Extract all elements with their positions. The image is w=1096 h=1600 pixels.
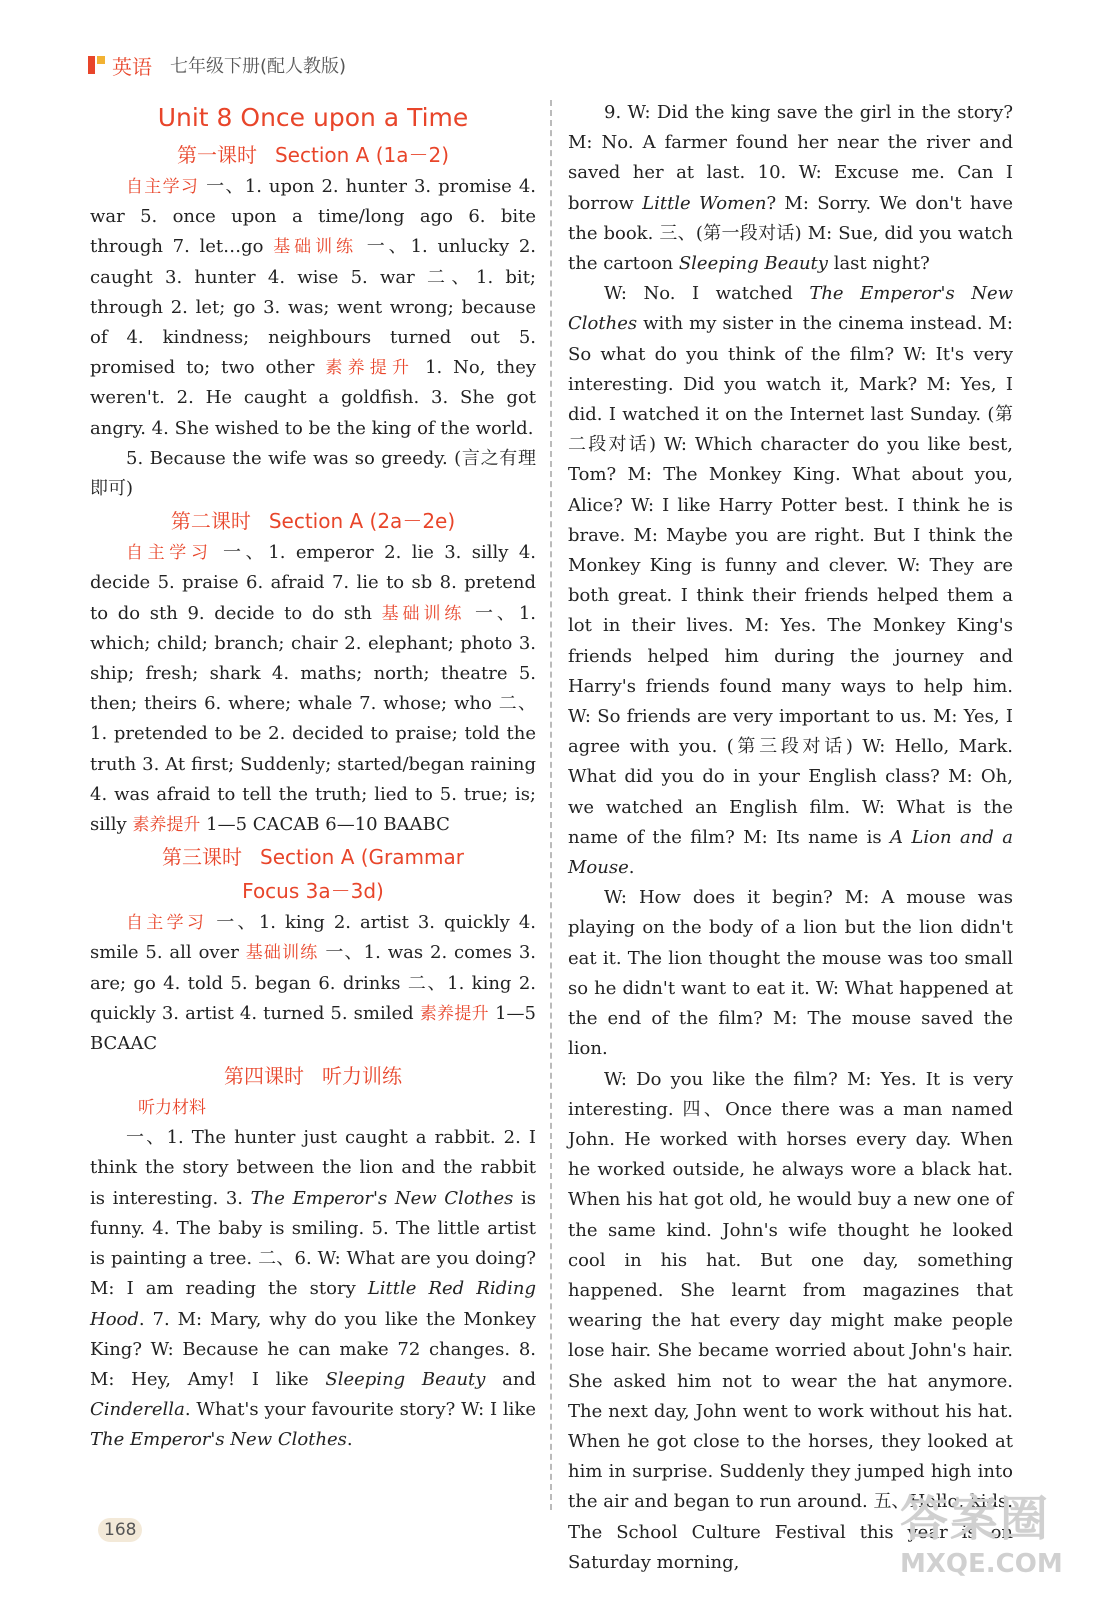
tag-self-study: 自主学习 [126, 177, 200, 197]
lesson-2-answers: 自主学习 一、1. emperor 2. lie 3. silly 4. decide 5. praise 6. afraid 7. lie to sb 8. pretend to do sth 9. decide to do sth 基础训练 一、1. which; child; branch; chair 2. elephant; photo 3. ship; fresh; shark 4. maths; north; theatre 5. then; theirs 6. where; whale 7. whose; who 二、1. pretended to be 2. decided to praise; told the truth 3. At first; Suddenly; started/began raining 4. was afraid to tell the truth; lied to 5. true; is; silly 素养提升 1—5 CACAB 6—10 BAABC [90, 542, 537, 836]
right-column [568, 98, 1013, 1578]
tag-basic-training: 基础训练 [273, 237, 358, 258]
tag-literacy: 素养提升 [325, 358, 415, 379]
right-paragraph-4: W: Do you like the film? M: Yes. It is very interesting. 四、Once there was a man named John. He worked with horses every day. When he worked outside, he always wore a black hat. When his hat got old, he would buy a new one of the same kind. John's wife thought he looked cool in his hat. But one day, something happened. She learnt from magazines that wearing the hat every day might make people lose hair. She became worried about John's hair. She asked him not to wear the hat anymore. The next day, John went to work without his hat. When he got close to the horses, they looked at him in surprise. Suddenly they jumped high into the air and began to run around. 五、Hello, kids. The School Culture Festival this year is on Saturday morning, [568, 1068, 1013, 1573]
column-divider [550, 100, 552, 1510]
tag-self-study: 自主学习 [126, 543, 213, 564]
book-logo-icon [88, 54, 108, 76]
lesson-1-answer-5: 5. Because the wife was so greedy. (言之有理即可) [90, 447, 536, 500]
watermark-logo: 答案圈 MXQE.COM [900, 1491, 1063, 1579]
right-paragraph-1: 9. W: Did the king save the girl in the story? M: No. A farmer found her near the river and saved her at last. 10. W: Excuse me. Can I borrow Little Women? M: Sorry. We don't have the book. 三、(第一段对话) M: Sue, did you watch the cartoon Sleeping Beauty last night? [568, 102, 1013, 275]
page-number: 168 [98, 1518, 142, 1542]
tag-basic-training: 基础训练 [381, 603, 466, 624]
page-header [88, 50, 346, 80]
right-paragraph-2: W: No. I watched The Emperor's New Clothes with my sister in the cinema instead. M: So what do you think of the film? W: It's very interesting. Did you watch it, Mark? M: Yes, I did. I watched it on the Internet last Sunday. (第二段对话) W: Which character do you like best, Tom? M: The Monkey King. What about you, Alice? W: I like Harry Potter best. I think he is brave. M: Maybe you are right. But I think the Monkey King is funny and clever. W: They are both great. I think their friends helped them a lot in their lives. M: Yes. The Monkey King's friends helped him during the journey and Harry's friends found many ways to help him. W: So friends are very important to us. M: Yes, I agree with you. (第三段对话) W: Hello, Mark. What did you do in your English class? M: Oh, we watched an English film. W: What is the name of the film? M: Its name is A Lion and a Mouse. [568, 283, 1013, 879]
unit-title: Unit 8 Once upon a Time [157, 103, 469, 132]
tag-basic-training: 基础训练 [245, 943, 319, 964]
subject-label: 英语 [112, 54, 152, 79]
right-paragraph-3: W: How does it begin? M: A mouse was playing on the body of a lion but the lion didn't eat it. The lion thought the mouse was too small so he didn't want to eat it. W: What happened at the end of the film? M: The mouse saved the lion. [568, 887, 1013, 1060]
tag-literacy: 素养提升 [419, 1003, 490, 1024]
lesson-2-heading: 第二课时 Section A (2a－2e) [170, 509, 456, 534]
lesson-3-heading: 第三课时 Section A (Grammar Focus 3a－3d) [162, 845, 464, 904]
listening-material-label: 听力材料 [138, 1098, 206, 1119]
tag-self-study: 自主学习 [126, 913, 208, 934]
lesson-1-answers: 自主学习 一、1. upon 2. hunter 3. promise 4. war 5. once upon a time/long ago 6. bite through 7. let…go 基础训练 一、1. unlucky 2. caught 3. hunter 4. wise 5. war 二、1. bit; through 2. let; go 3. was; went wrong; because of 4. kindness; neighbours turned out 5. promised to; two other 素养提升 1. No, they weren't. 2. He caught a goldfish. 3. She got angry. 4. She wished to be the king of the world. [90, 176, 537, 439]
tag-literacy: 素养提升 [132, 815, 201, 836]
listening-material-text: 一、1. The hunter just caught a rabbit. 2. I think the story between the lion and the rabbit is interesting. 3. The Emperor's New Clothes is funny. 4. The baby is smiling. 5. The little artist is painting a tree. 二、6. W: What are you doing? M: I am reading the story Little Red Riding Hood. 7. M: Mary, why do you like the Monkey King? W: Because he can make 72 changes. 8. M: Hey, Amy! I like Sleeping Beauty and Cinderella. What's your favourite story? W: I like The Emperor's New Clothes. [90, 1127, 537, 1451]
grade-label: 七年级下册(配人教版) [170, 56, 347, 77]
lesson-3-answers: 自主学习 一、1. king 2. artist 3. quickly 4. smile 5. all over 基础训练 一、1. was 2. comes 3. are; go 4. told 5. began 6. drinks 二、1. king 2. quickly 3. artist 4. turned 5. smiled 素养提升 1—5 BCAAC [90, 912, 537, 1055]
left-column [90, 98, 536, 1456]
lesson-1-heading: 第一课时 Section A (1a－2) [176, 143, 449, 167]
lesson-4-heading: 第四课时 听力训练 [224, 1064, 402, 1089]
